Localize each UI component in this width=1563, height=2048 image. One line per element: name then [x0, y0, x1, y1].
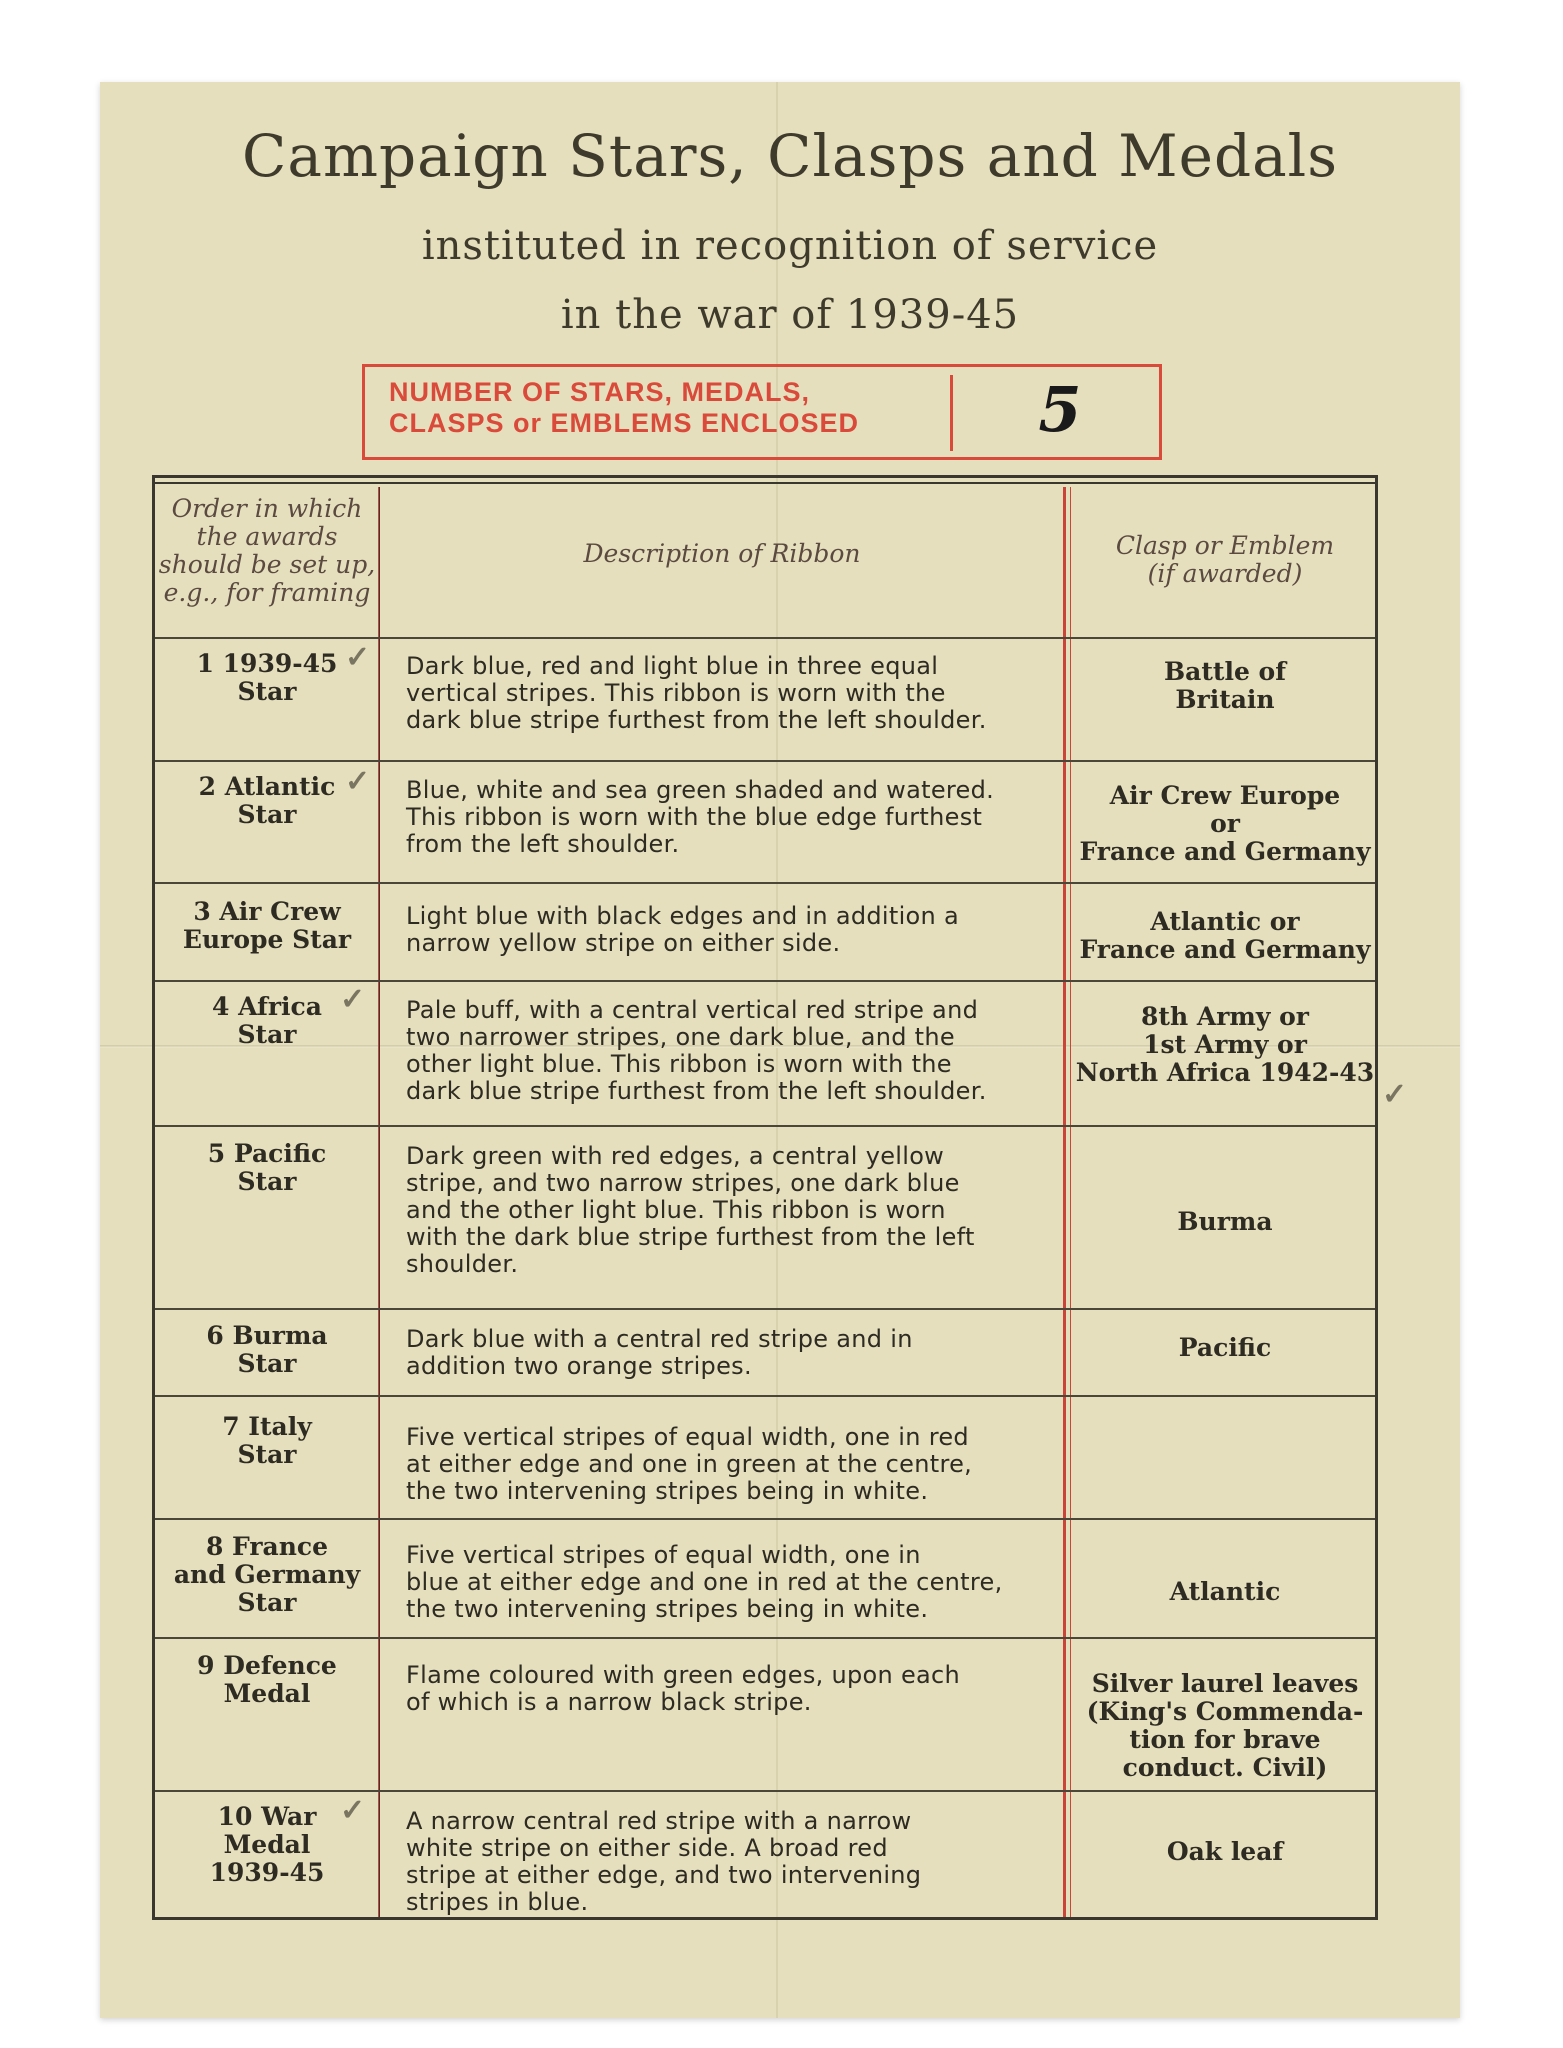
- award-name: 9 Defence Medal: [197, 1651, 337, 1708]
- document-subtitle-line1: instituted in recognition of service: [421, 223, 1159, 269]
- row-rule: [155, 882, 1375, 884]
- row-rule: [155, 1308, 1375, 1310]
- award-name: 5 Pacific Star: [207, 1139, 327, 1196]
- check-mark-icon: ✓: [340, 1793, 366, 1828]
- clasp-emblem: Burma: [1177, 1207, 1273, 1236]
- ribbon-description: Five vertical stripes of equal width, one in blue at either edge and one in red at the centre, the two intervening stripes being in white.: [406, 1541, 1003, 1623]
- header-row-rule: [155, 637, 1375, 639]
- document-subtitle-line2: in the war of 1939-45: [560, 292, 1020, 338]
- clasp-emblem: Battle of Britain: [1164, 657, 1286, 714]
- document-title: Campaign Stars, Clasps and Medals: [242, 122, 1338, 190]
- check-mark-icon: ✓: [345, 764, 371, 799]
- header-description: Description of Ribbon: [583, 539, 861, 568]
- row-rule: [155, 1790, 1375, 1792]
- table-double-rule: [152, 482, 1378, 484]
- ribbon-description: Dark green with red edges, a central yellow stripe, and two narrow stripes, one dark blue and the other light blue. This ribbon is worn with the dark blue stripe furthest from the left shoulder.: [406, 1142, 975, 1278]
- ribbon-description: Blue, white and sea green shaded and watered. This ribbon is worn with the blue edge furthest from the left shoulder.: [406, 776, 995, 858]
- clasp-emblem: Atlantic: [1169, 1577, 1281, 1606]
- row-rule: [155, 1518, 1375, 1520]
- check-mark-icon: ✓: [345, 640, 371, 675]
- ribbon-description: Flame coloured with green edges, upon each of which is a narrow black stripe.: [406, 1661, 961, 1716]
- award-name: 2 Atlantic Star: [198, 772, 336, 829]
- award-name: 7 Italy Star: [222, 1412, 312, 1469]
- row-rule: [155, 1395, 1375, 1397]
- award-name: 8 France and Germany Star: [173, 1532, 361, 1617]
- enclosed-count-label: NUMBER OF STARS, MEDALS, CLASPS or EMBLEMS ENCLOSED: [389, 377, 860, 438]
- award-name: 6 Burma Star: [206, 1321, 328, 1378]
- clasp-emblem: Pacific: [1178, 1333, 1272, 1362]
- header-order: Order in which the awards should be set up, e.g., for framing: [158, 494, 376, 607]
- award-name: 10 War Medal 1939-45: [209, 1802, 325, 1887]
- ribbon-description: Dark blue with a central red stripe and in addition two orange stripes.: [406, 1325, 913, 1380]
- clasp-emblem: Air Crew Europe or France and Germany: [1079, 781, 1371, 866]
- award-name: 3 Air Crew Europe Star: [182, 897, 352, 954]
- column-divider-2: [1063, 487, 1066, 1917]
- count-box-divider: [950, 375, 953, 451]
- row-rule: [155, 760, 1375, 762]
- award-name: 4 Africa Star: [212, 992, 322, 1049]
- award-name: 1 1939-45 Star: [196, 649, 338, 706]
- enclosed-count-box: [362, 364, 1162, 460]
- row-rule: [155, 980, 1375, 982]
- row-rule: [155, 1125, 1375, 1127]
- clasp-emblem: Oak leaf: [1166, 1837, 1284, 1866]
- column-divider-2-inner: [1070, 487, 1071, 1917]
- row-rule: [155, 1637, 1375, 1639]
- ribbon-description: Five vertical stripes of equal width, one in red at either edge and one in green at the centre, the two intervening stripes being in white.: [406, 1423, 973, 1505]
- ribbon-description: A narrow central red stripe with a narrow white stripe on either side. A broad red stripe at either edge, and two intervening stripes in blue.: [406, 1807, 922, 1916]
- margin-check-mark-icon: ✓: [1382, 1077, 1408, 1112]
- column-divider-1-red: [378, 487, 379, 1917]
- ribbon-description: Dark blue, red and light blue in three equal vertical stripes. This ribbon is worn with the dark blue stripe furthest from the left shoulder.: [406, 652, 987, 734]
- enclosed-count-value: 5: [1038, 373, 1082, 446]
- clasp-emblem: Silver laurel leaves (King's Commenda- tion for brave conduct. Civil): [1086, 1669, 1364, 1782]
- ribbon-description: Light blue with black edges and in addition a narrow yellow stripe on either side.: [406, 902, 959, 957]
- header-clasp: Clasp or Emblem (if awarded): [1115, 531, 1335, 588]
- ribbon-description: Pale buff, with a central vertical red stripe and two narrower stripes, one dark blue, and the other light blue. This ribbon is worn with the dark blue stripe furthest from the left shoulder.: [406, 996, 987, 1105]
- clasp-emblem: Atlantic or France and Germany: [1079, 907, 1371, 964]
- clasp-emblem: 8th Army or 1st Army or North Africa 1942-43: [1075, 1002, 1375, 1087]
- check-mark-icon: ✓: [340, 982, 366, 1017]
